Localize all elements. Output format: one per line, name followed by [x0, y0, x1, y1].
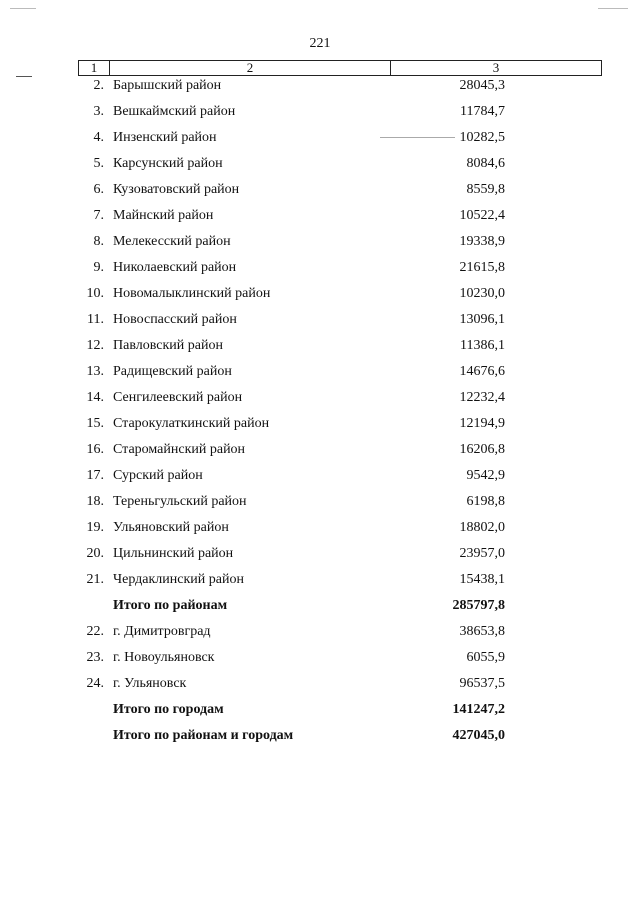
row-name: Цильнинский район [113, 546, 234, 561]
table-body [0, 74, 640, 750]
table-row [0, 568, 640, 594]
row-name: Радищевский район [113, 364, 232, 379]
row-number: 7. [93, 208, 104, 223]
row-value: 6198,8 [466, 494, 505, 509]
row-value: 10282,5 [459, 130, 505, 145]
row-number: 20. [86, 546, 104, 561]
row-value: 19338,9 [459, 234, 505, 249]
row-number: 15. [86, 416, 104, 431]
table-row [0, 334, 640, 360]
row-name: Старокулаткинский район [113, 416, 270, 431]
row-value: 15438,1 [459, 572, 505, 587]
row-value: 23957,0 [459, 546, 505, 561]
row-number: 14. [86, 390, 104, 405]
row-number: 19. [86, 520, 104, 535]
scan-mark [16, 76, 32, 77]
row-value: 14676,6 [459, 364, 505, 379]
row-name: г. Новоульяновск [113, 650, 215, 665]
row-value: 13096,1 [459, 312, 505, 327]
row-name: Павловский район [113, 338, 223, 353]
row-name: Итого по районам и городам [113, 728, 294, 743]
row-value: 8559,8 [466, 182, 505, 197]
row-name: Новоспасский район [113, 312, 237, 327]
row-number: 11. [87, 312, 104, 327]
total-row [0, 698, 640, 724]
row-name: Барышский район [113, 78, 222, 93]
row-value: 9542,9 [466, 468, 505, 483]
row-number: 23. [86, 650, 104, 665]
table-row [0, 542, 640, 568]
row-name: Чердаклинский район [113, 572, 244, 587]
row-value: 96537,5 [459, 676, 505, 691]
row-number: 12. [86, 338, 104, 353]
row-name: Ульяновский район [113, 520, 229, 535]
table-row [0, 126, 640, 152]
total-row [0, 724, 640, 750]
table-row [0, 100, 640, 126]
table-row [0, 308, 640, 334]
row-name: Старомайнский район [113, 442, 246, 457]
row-value: 10522,4 [459, 208, 505, 223]
row-value: 18802,0 [459, 520, 505, 535]
row-value: 141247,2 [452, 702, 505, 717]
table-row [0, 360, 640, 386]
table-row [0, 178, 640, 204]
row-value: 10230,0 [459, 286, 505, 301]
row-name: Сурский район [113, 468, 203, 483]
row-value: 12232,4 [459, 390, 505, 405]
row-name: Итого по городам [113, 702, 224, 717]
row-name: Мелекесский район [113, 234, 231, 249]
row-name: Сенгилеевский район [113, 390, 243, 405]
table-row [0, 74, 640, 100]
row-value: 16206,8 [459, 442, 505, 457]
table-row [0, 412, 640, 438]
table-row [0, 464, 640, 490]
row-value: 8084,6 [466, 156, 505, 171]
row-number: 22. [86, 624, 104, 639]
row-number: 24. [86, 676, 104, 691]
table-row [0, 672, 640, 698]
row-value: 12194,9 [459, 416, 505, 431]
header-col-1: 1 [79, 61, 110, 75]
row-value: 38653,8 [459, 624, 505, 639]
row-number: 5. [93, 156, 104, 171]
table-row [0, 620, 640, 646]
row-value: 28045,3 [459, 78, 505, 93]
row-value: 285797,8 [452, 598, 505, 613]
row-number: 21. [86, 572, 104, 587]
row-name: Инзенский район [113, 130, 217, 145]
scan-mark [598, 8, 628, 9]
row-number: 16. [86, 442, 104, 457]
row-number: 8. [93, 234, 104, 249]
row-name: Вешкаймский район [113, 104, 236, 119]
table-row [0, 490, 640, 516]
row-number: 3. [93, 104, 104, 119]
row-name: Кузоватовский район [113, 182, 240, 197]
row-name: Николаевский район [113, 260, 237, 275]
page-number: 221 [309, 36, 331, 51]
row-value: 21615,8 [459, 260, 505, 275]
table-row [0, 646, 640, 672]
row-name: Майнский район [113, 208, 214, 223]
row-number: 9. [93, 260, 104, 275]
table-row [0, 152, 640, 178]
row-value: 427045,0 [452, 728, 505, 743]
row-name: Тереньгульский район [113, 494, 247, 509]
row-number: 6. [93, 182, 104, 197]
table-row [0, 386, 640, 412]
row-name: г. Ульяновск [113, 676, 187, 691]
table-row [0, 256, 640, 282]
table-row [0, 204, 640, 230]
row-name: Итого по районам [113, 598, 228, 613]
table-row [0, 516, 640, 542]
row-name: Новомалыклинский район [113, 286, 271, 301]
header-col-2: 2 [110, 61, 391, 75]
row-number: 13. [86, 364, 104, 379]
row-number: 17. [86, 468, 104, 483]
total-row [0, 594, 640, 620]
row-name: Карсунский район [113, 156, 223, 171]
header-col-3: 3 [492, 60, 500, 75]
table-row [0, 282, 640, 308]
table-row [0, 230, 640, 256]
scan-mark [380, 137, 455, 138]
row-number: 18. [86, 494, 104, 509]
row-value: 6055,9 [466, 650, 505, 665]
row-value: 11386,1 [460, 338, 505, 353]
row-value: 11784,7 [460, 104, 505, 119]
row-number: 2. [93, 78, 104, 93]
row-number: 10. [86, 286, 104, 301]
row-name: г. Димитровград [113, 624, 211, 639]
scan-mark [10, 8, 36, 9]
row-number: 4. [93, 130, 104, 145]
table-row [0, 438, 640, 464]
